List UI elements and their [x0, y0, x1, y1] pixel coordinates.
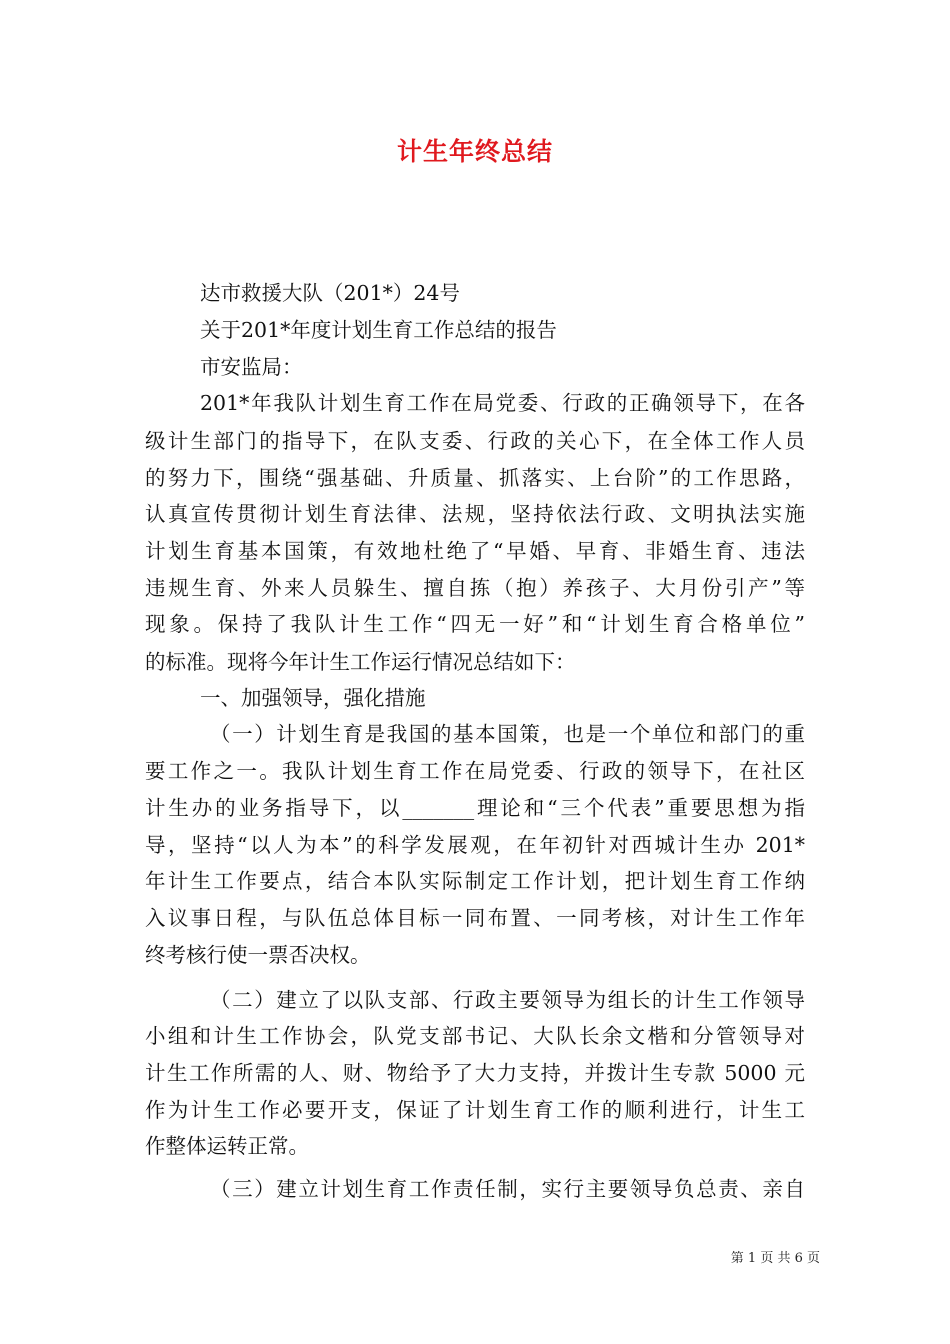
para2-line: 小组和计生工作协会，队党支部书记、大队长余文楷和分管领导对 — [145, 1024, 805, 1048]
para1-line: 年计生工作要点，结合本队实际制定工作计划，把计划生育工作纳 — [145, 869, 805, 893]
doc-number-line: 达市救援大队（201*）24号 — [200, 281, 460, 305]
intro-line: 认真宣传贯彻计划生育法律、法规，坚持依法行政、文明执法实施 — [145, 502, 805, 526]
intro-line: 的标准。现将今年计生工作运行情况总结如下： — [145, 650, 576, 674]
para1-line: 要工作之一。我队计划生育工作在局党委、行政的领导下，在社区 — [145, 759, 805, 783]
para3-line: （三）建立计划生育工作责任制，实行主要领导负总责、亲自 — [210, 1177, 805, 1201]
para2-line: 计生工作所需的人、财、物给予了大力支持，并拨计生专款 5000 元 — [145, 1061, 805, 1085]
intro-line: 现象。保持了我队计生工作“四无一好”和“计划生育合格单位” — [145, 612, 805, 636]
intro-line: 违规生育、外来人员躲生、擅自拣（抱）养孩子、大月份引产”等 — [145, 576, 805, 600]
section-heading: 一、加强领导，强化措施 — [200, 686, 426, 710]
intro-line: 级计生部门的指导下，在队支委、行政的关心下，在全体工作人员 — [145, 429, 805, 453]
intro-line: 的努力下，围绕“强基础、升质量、抓落实、上台阶”的工作思路， — [145, 466, 805, 490]
intro-line: 计划生育基本国策，有效地杜绝了“早婚、早育、非婚生育、违法 — [145, 539, 805, 563]
intro-line: 201*年我队计划生育工作在局党委、行政的正确领导下，在各 — [200, 391, 805, 415]
page-number-footer: 第 1 页 共 6 页 — [730, 1251, 820, 1266]
para1-line: 导，坚持“以人为本”的科学发展观，在年初针对西城计生办 201* — [145, 833, 805, 857]
para1-line: （一）计划生育是我国的基本国策，也是一个单位和部门的重 — [210, 722, 805, 746]
recipient-line: 市安监局： — [200, 355, 303, 379]
para2-line: 作整体运转正常。 — [145, 1134, 309, 1158]
para2-line: （二）建立了以队支部、行政主要领导为组长的计生工作领导 — [210, 988, 805, 1012]
report-subject-line: 关于201*年度计划生育工作总结的报告 — [200, 318, 557, 342]
para1-line: 终考核行使一票否决权。 — [145, 943, 371, 967]
para2-line: 作为计生工作必要开支，保证了计划生育工作的顺利进行，计生工 — [145, 1098, 805, 1122]
document-title: 计生年终总结 — [396, 137, 553, 166]
para1-line: 入议事日程，与队伍总体目标一同布置、一同考核，对计生工作年 — [145, 906, 805, 930]
para1-line: 计生办的业务指导下，以_______理论和“三个代表”重要思想为指 — [145, 796, 805, 820]
